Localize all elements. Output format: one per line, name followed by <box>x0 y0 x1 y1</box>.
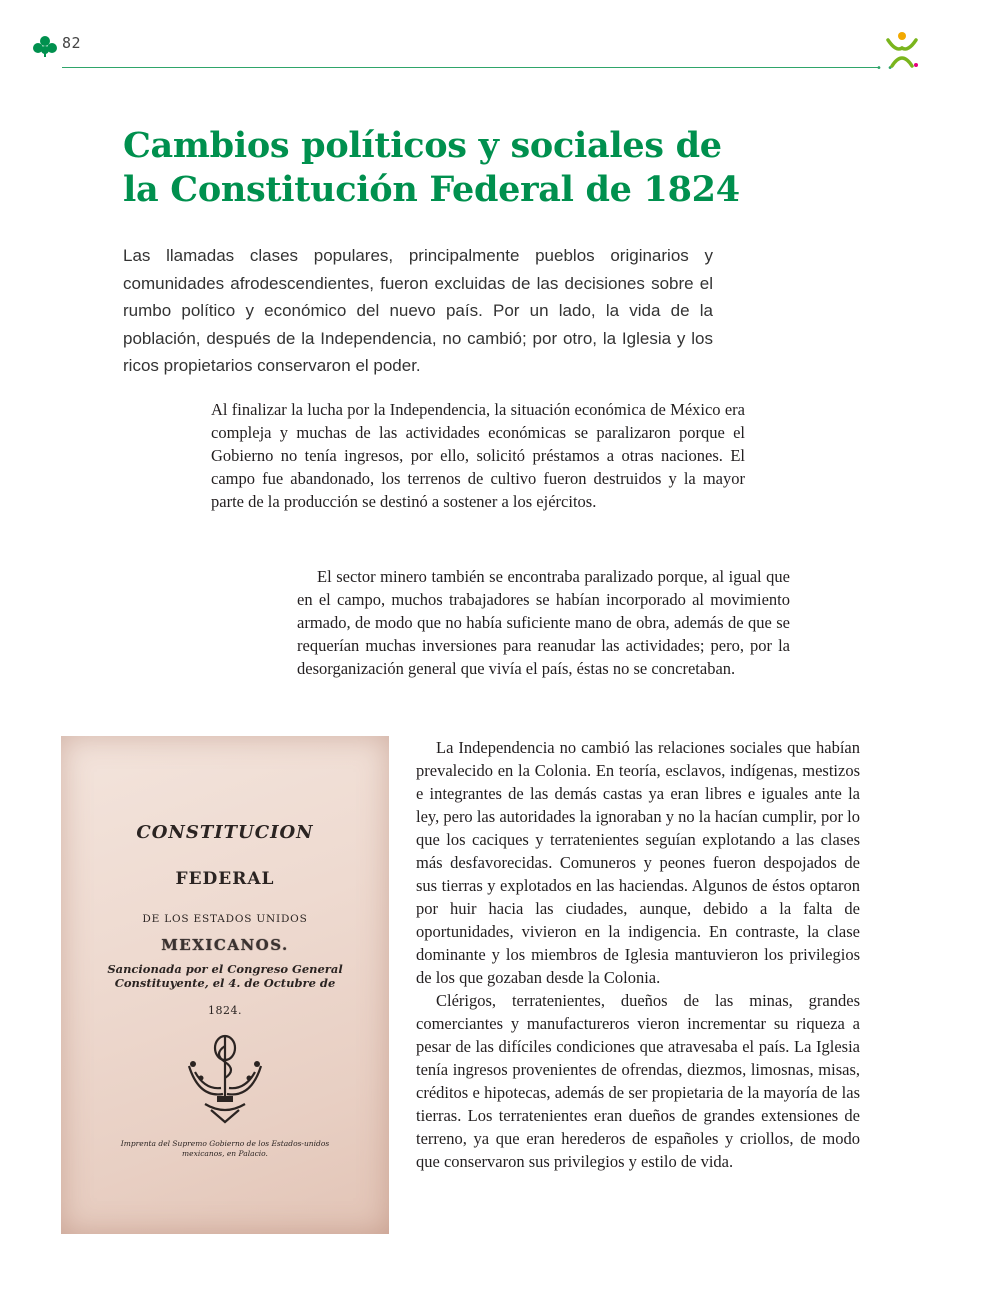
clover-icon <box>32 35 58 57</box>
figure-logo-icon <box>882 30 922 70</box>
title-line-2: la Constitución Federal de 1824 <box>123 169 740 210</box>
page-number: 82 <box>62 34 82 52</box>
cover-subtitle: FEDERAL <box>175 869 275 889</box>
paragraph-mining: El sector minero también se encontraba paralizado porque, al igual que en el campo, muchos trabajadores se habían incorporado al movimiento armado, de modo que no había suficiente mano de obra, además de que se requerían muchas inversiones para reanudar las actividades; pero, por la desorganización general que vivía el país, éstas no se concretaban. <box>297 567 790 678</box>
cover-sanction: Sancionada por el Congreso General Constituyente, el 4. de Octubre de <box>107 962 343 990</box>
eagle-emblem-icon <box>175 1026 275 1126</box>
cover-year: 1824. <box>208 1004 242 1017</box>
paragraph-wealth: Clérigos, terratenientes, dueños de las minas, grandes comerciantes y manufactureros vieron incrementar su riqueza a pesar de las difíciles condiciones que atravesaba el país. La Iglesia tenía ingresos provenientes de ofrendas, diezmos, limosnas, misas, créditos e hipotecas, además de ser propietaria de la mayoría de las tierras. Los terratenientes eran dueños de grandes extensiones de terreno, ya que eran herederos de españoles y criollos, de modo que conservaron sus privilegios y estilo de vida. <box>416 991 860 1171</box>
text-column <box>416 736 860 1173</box>
intro-paragraph: Las llamadas clases populares, principalmente pueblos originarios y comunidades afrodescendientes, fueron excluidas de las decisiones sobre el rumbo político y económico del nuevo país. Por un lado, la vida de la población, después de la Independencia, no cambió; por otro, la Iglesia y los ricos propietarios conservaron el poder. <box>123 246 713 375</box>
cover-imprint: Imprenta del Supremo Gobierno de los Estados-unidos mexicanos, en Palacio. <box>120 1139 330 1158</box>
cover-line-4: MEXICANOS. <box>161 936 289 954</box>
header-dots: • • <box>876 63 894 74</box>
page-title <box>123 124 843 212</box>
title-line-1: Cambios políticos y sociales de <box>123 125 722 166</box>
paragraph-social: La Independencia no cambió las relaciones sociales que habían prevalecido en la Colonia. En teoría, esclavos, indígenas, mestizos e integrantes de las demás castas ya eran libres e iguales ante la ley, pero las autoridades la ignoraban y no la hacían cumplir, por lo que los caciques y terratenientes seguían explotando a las clases más desfavorecidas. Comuneros y peones fueron despojados de sus tierras y explotados en las haciendas. Algunos de éstos optaron por huir hacia las ciudades, aunque, debido a la falta de oportunidades, vivieron en la indigencia. En contraste, la clase dominante y los miembros de Iglesia mantuvieron los privilegios de los que gozaban desde la Colonia. <box>416 738 860 987</box>
page-header <box>0 0 986 80</box>
header-rule <box>62 67 878 68</box>
cover-title: CONSTITUCION <box>136 822 314 843</box>
cover-line-3: DE LOS ESTADOS UNIDOS <box>142 913 308 925</box>
constitution-cover-photo <box>61 736 389 1234</box>
paragraph-economy: Al finalizar la lucha por la Independencia, la situación económica de México era compleja y muchas de las actividades económicas se paralizaron porque el Gobierno no tenía ingresos, por ello, solicitó préstamos a otras naciones. El campo fue abandonado, los terrenos de cultivo fueron destruidos y la mayor parte de la producción se destinó a sostener a los ejércitos. <box>211 400 745 511</box>
